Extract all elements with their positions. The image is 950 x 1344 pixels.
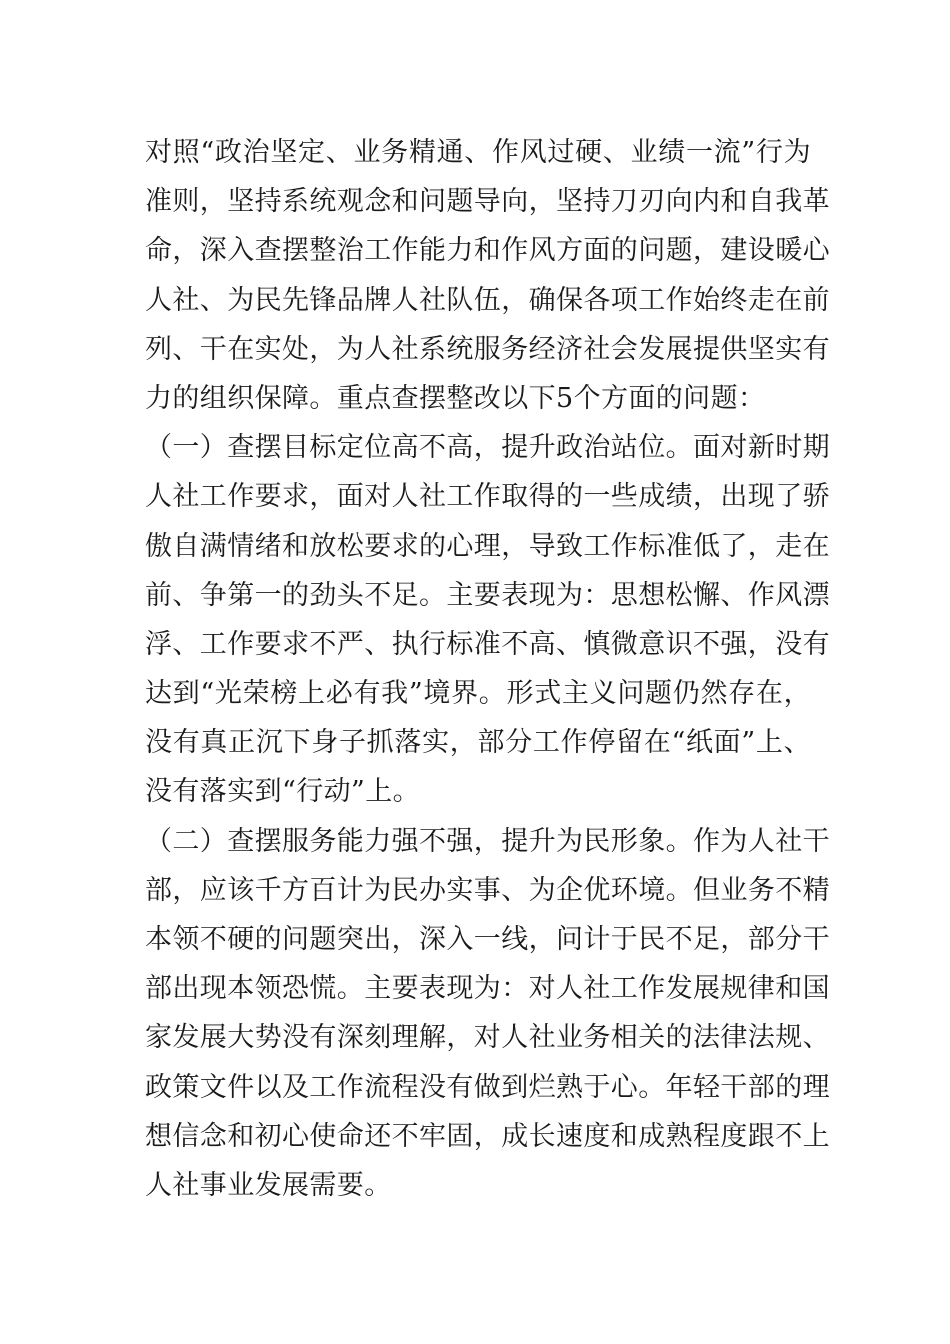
paragraph-section-2	[145, 817, 830, 1211]
paragraph-section-1	[145, 423, 830, 817]
section-heading-line: （一）查摆目标定位高不高，提升政治站位。面对新时期	[145, 432, 830, 464]
text-line: 家发展大势没有深刻理解，对人社业务相关的法律法规、	[145, 1022, 830, 1054]
text-line: 没有落实到“行动”上。	[145, 776, 421, 808]
text-line: 对照“政治坚定、业务精通、作风过硬、业绩一流”行为	[145, 137, 811, 168]
text-line: 命，深入查摆整治工作能力和作风方面的问题，建设暖心	[145, 235, 830, 267]
text-line: 没有真正沉下身子抓落实，部分工作停留在“纸面”上、	[145, 727, 811, 759]
document-body	[145, 128, 830, 1210]
text-line: 政策文件以及工作流程没有做到烂熟于心。年轻干部的理	[145, 1071, 830, 1103]
text-line: 力的组织保障。重点查摆整改以下5个方面的问题：	[145, 382, 766, 414]
text-line: 人社事业发展需要。	[145, 1169, 392, 1201]
text-line: 准则，坚持系统观念和问题导向，坚持刀刃向内和自我革	[145, 186, 830, 218]
text-line: 傲自满情绪和放松要求的心理，导致工作标准低了，走在	[145, 530, 830, 562]
text-line: 本领不硬的问题突出，深入一线，问计于民不足，部分干	[145, 924, 830, 955]
paragraph-intro	[145, 128, 830, 423]
text-line: 浮、工作要求不严、执行标准不高、慎微意识不强，没有	[145, 628, 830, 660]
text-line: 想信念和初心使命还不牢固，成长速度和成熟程度跟不上	[145, 1120, 830, 1152]
text-line: 达到“光荣榜上必有我”境界。形式主义问题仍然存在，	[145, 678, 811, 710]
text-line: 部，应该千方百计为民办实事、为企优环境。但业务不精	[145, 874, 830, 906]
text-line: 前、争第一的劲头不足。主要表现为：思想松懈、作风漂	[145, 579, 830, 611]
text-line: 人社工作要求，面对人社工作取得的一些成绩，出现了骄	[145, 481, 830, 513]
text-line: 部出现本领恐慌。主要表现为：对人社工作发展规律和国	[145, 973, 830, 1005]
text-line: 列、干在实处，为人社系统服务经济社会发展提供坚实有	[145, 333, 830, 365]
section-heading-line: （二）查摆服务能力强不强，提升为民形象。作为人社干	[145, 825, 830, 857]
text-line: 人社、为民先锋品牌人社队伍，确保各项工作始终走在前	[145, 284, 830, 316]
